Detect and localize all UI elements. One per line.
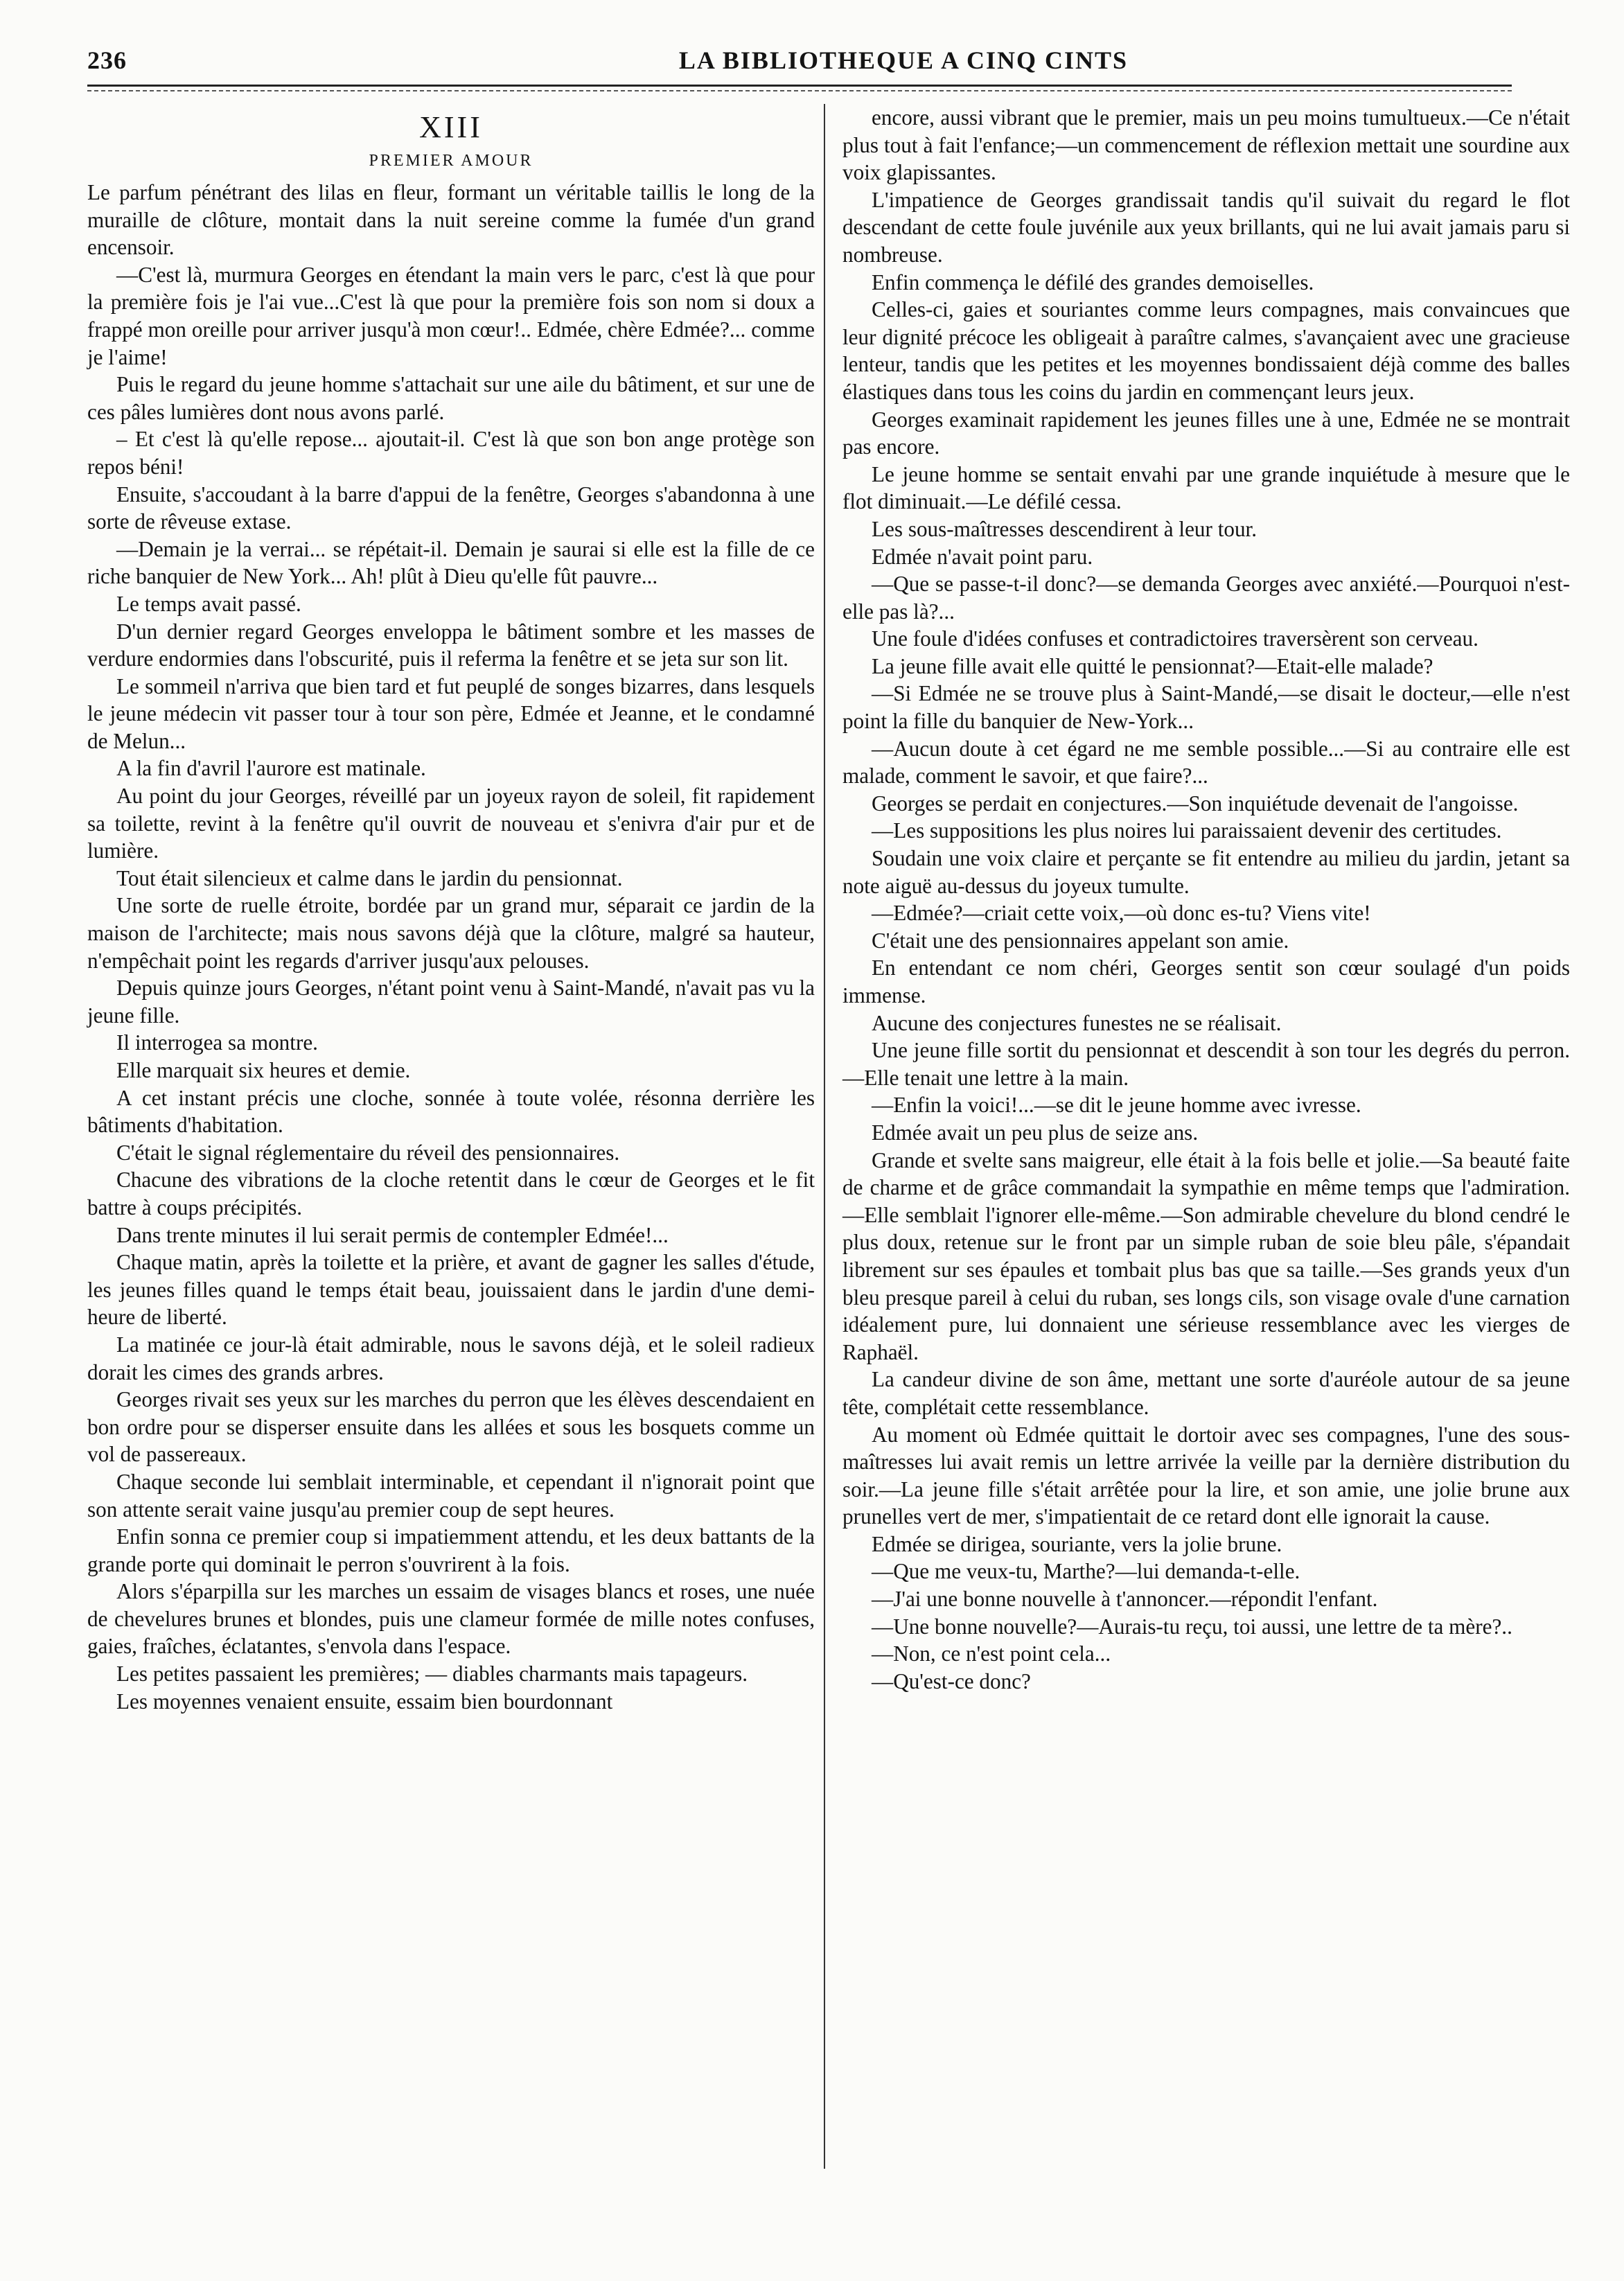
paragraph: —Enfin la voici!...—se dit le jeune homme avec ivresse. xyxy=(872,1093,1361,1118)
column-divider xyxy=(824,104,825,2169)
paragraph: encore, aussi vibrant que le premier, mais un peu moins tumultueux.—Ce n'était plus tout à fait l'enfance;—un commencement de réflexion mettait une sourdine aux voix glapissantes. xyxy=(842,105,1570,185)
paragraph: Georges rivait ses yeux sur les marches du perron que les élèves descendaient en bon ordre pour se disperser ensuite dans les allées et sous les bosquets comme un vol de passereaux. xyxy=(87,1387,815,1467)
paragraph: —Edmée?—criait cette voix,—où donc es-tu? Viens vite! xyxy=(872,901,1371,926)
paragraph: Celles-ci, gaies et souriantes comme leurs compagnes, mais convaincues que leur dignité précoce les obligeait à paraître calmes, s'avançaient avec une gracieuse lenteur, tandis que les petites et les moyennes bondissaient déjà comme des balles élastiques dans tous les coins du jardin en commençant leurs jeux. xyxy=(842,297,1570,404)
page-header xyxy=(87,40,1512,82)
paragraph: —Si Edmée ne se trouve plus à Saint-Mandé,—se disait le docteur,—elle n'est point la fille du banquier de New-York... xyxy=(842,681,1570,734)
chapter-title: PREMIER AMOUR xyxy=(369,152,533,170)
header-rule-dashed xyxy=(87,90,1512,91)
paragraph: Edmée n'avait point paru. xyxy=(872,544,1093,569)
paragraph: A la fin d'avril l'aurore est matinale. xyxy=(116,756,426,781)
paragraph: Edmée se dirigea, souriante, vers la jolie brune. xyxy=(872,1531,1282,1556)
paragraph: A cet instant précis une cloche, sonnée à toute volée, résonna derrière les bâtiments d'habitation. xyxy=(87,1085,815,1138)
paragraph: —Les suppositions les plus noires lui paraissaient devenir des certitudes. xyxy=(872,818,1502,843)
paragraph: —Aucun doute à cet égard ne me semble possible...—Si au contraire elle est malade, comment le savoir, et que faire?... xyxy=(842,736,1570,789)
paragraph: Les petites passaient les premières; — diables charmants mais tapageurs. xyxy=(116,1662,748,1686)
paragraph: Tout était silencieux et calme dans le jardin du pensionnat. xyxy=(116,865,623,890)
paragraph: Chacune des vibrations de la cloche retentit dans le cœur de Georges et le fit battre à coups précipités. xyxy=(87,1168,815,1219)
paragraph: La candeur divine de son âme, mettant une sorte d'auréole autour de sa jeune tête, complétait cette ressemblance. xyxy=(842,1367,1570,1419)
paragraph: —C'est là, murmura Georges en étendant la main vers le parc, c'est là que pour la première fois je l'ai vue...C'est là que pour la première fois son nom si doux a frappé mon oreille pour arriver jusqu'à mon cœur!.. Edmée, chère Edmée?... comme je l'aime! xyxy=(87,262,815,369)
paragraph: Au point du jour Georges, réveillé par un joyeux rayon de soleil, fit rapidement sa toilette, revint à la fenêtre qu'il ouvrit de nouveau et s'enivra d'air pur et de lumière. xyxy=(87,784,815,863)
left-column-body xyxy=(87,179,815,1715)
chapter-number: XIII xyxy=(419,110,483,144)
paragraph: —Que se passe-t-il donc?—se demanda Georges avec anxiété.—Pourquoi n'est-elle pas là?... xyxy=(842,572,1570,624)
paragraph: Depuis quinze jours Georges, n'étant point venu à Saint-Mandé, n'avait pas vu la jeune fille. xyxy=(87,976,815,1028)
paragraph: —Une bonne nouvelle?—Aurais-tu reçu, toi aussi, une lettre de ta mère?.. xyxy=(872,1614,1512,1639)
paragraph: Chaque seconde lui semblait interminable, et cependant il n'ignorait point que son attente serait vaine jusqu'au premier coup de sept heures. xyxy=(87,1469,815,1522)
paragraph: Chaque matin, après la toilette et la prière, et avant de gagner les salles d'étude, les jeunes filles quand le temps était beau, jouissaient dans le jardin d'une demi-heure de liberté. xyxy=(87,1250,815,1330)
paragraph: C'était le signal réglementaire du réveil des pensionnaires. xyxy=(116,1140,620,1165)
paragraph: Les sous-maîtresses descendirent à leur tour. xyxy=(872,516,1257,541)
paragraph: – Et c'est là qu'elle repose... ajoutait-il. C'est là que son bon ange protège son repos béni! xyxy=(87,427,815,479)
paragraph: Les moyennes venaient ensuite, essaim bien bourdonnant xyxy=(116,1689,613,1714)
page-number: 236 xyxy=(87,46,127,74)
paragraph: Le sommeil n'arriva que bien tard et fut peuplé de songes bizarres, dans lesquels le jeune médecin vit passer tour à tour son père, Edmée et Jeanne, et le condamné de Melun... xyxy=(87,673,815,753)
running-title: LA BIBLIOTHEQUE A CINQ CINTS xyxy=(678,46,1129,74)
paragraph: Dans trente minutes il lui serait permis de contempler Edmée!... xyxy=(116,1222,669,1247)
paragraph: Le jeune homme se sentait envahi par une grande inquiétude à mesure que le flot diminuait.—Le défilé cessa. xyxy=(842,461,1570,514)
paragraph: Enfin sonna ce premier coup si impatiemment attendu, et les deux battants de la grande porte qui dominait le perron s'ouvrirent à la fois. xyxy=(87,1524,815,1576)
paragraph: Une sorte de ruelle étroite, bordée par un grand mur, séparait ce jardin de la maison de l'architecte; mais nous savons déjà que la clôture, malgré sa hauteur, n'empêchait point les regards d'arriver jusqu'aux pelouses. xyxy=(87,893,815,973)
paragraph: Georges se perdait en conjectures.—Son inquiétude devenait de l'angoisse. xyxy=(872,791,1519,816)
paragraph: D'un dernier regard Georges enveloppa le bâtiment sombre et les masses de verdure endormies dans l'obscurité, puis il referma la fenêtre et se jeta sur son lit. xyxy=(87,619,815,671)
paragraph: Au moment où Edmée quittait le dortoir avec ses compagnes, l'une des sous-maîtresses lui avait remis un lettre arrivée la veille par la dernière distribution du soir.—La jeune fille s'était arrêtée pour la lire, et son amie, une jolie brune aux prunelles vert de mer, s'impatientait de ce retard dont elle ignorait la cause. xyxy=(842,1422,1570,1529)
paragraph: L'impatience de Georges grandissait tandis qu'il suivait du regard le flot descendant de cette foule juvénile aux yeux brillants, qui ne lui avait jamais paru si nombreuse. xyxy=(842,187,1570,267)
paragraph: Une jeune fille sortit du pensionnat et descendit à son tour les degrés du perron.—Elle tenait une lettre à la main. xyxy=(842,1038,1570,1090)
paragraph: Soudain une voix claire et perçante se fit entendre au milieu du jardin, jetant sa note aiguë au-dessus du joyeux tumulte. xyxy=(842,846,1570,898)
paragraph: Edmée avait un peu plus de seize ans. xyxy=(872,1120,1199,1145)
paragraph: Puis le regard du jeune homme s'attachait sur une aile du bâtiment, et sur une de ces pâles lumières dont nous avons parlé. xyxy=(87,372,815,424)
paragraph: C'était une des pensionnaires appelant son amie. xyxy=(872,928,1289,953)
right-column xyxy=(842,104,1570,1695)
paragraph: —Qu'est-ce donc? xyxy=(872,1668,1031,1693)
paragraph: Elle marquait six heures et demie. xyxy=(116,1058,411,1082)
paragraph: Georges examinait rapidement les jeunes filles une à une, Edmée ne se montrait pas encore. xyxy=(842,407,1570,459)
paragraph: —Demain je la verrai... se répétait-il. Demain je saurai si elle est la fille de ce riche banquier de New York... Ah! plût à Dieu qu'elle fût pauvre... xyxy=(87,536,815,589)
paragraph: —J'ai une bonne nouvelle à t'annoncer.—répondit l'enfant. xyxy=(872,1587,1378,1612)
paragraph: Il interrogea sa montre. xyxy=(116,1030,318,1055)
paragraph: Grande et svelte sans maigreur, elle était à la fois belle et jolie.—Sa beauté faite de charme et de grâce commandait la sympathie en même temps que l'admiration.—Elle semblait l'ignorer elle-même.—Son admirable chevelure du blond cendré le plus doux, retenue sur le front par un simple ruban de soie bleu pâle, s'épandait librement sur ses épaules et tombait plus bas que sa taille.—Ses grands yeux d'un bleu presque pareil à celui du ruban, ses longs cils, son visage ovale d'une carnation idéalement pure, lui donnaient une sérieuse ressemblance avec les vierges de Raphaël. xyxy=(842,1147,1570,1364)
paragraph: Une foule d'idées confuses et contradictoires traversèrent son cerveau. xyxy=(872,626,1479,651)
paragraph: Enfin commença le défilé des grandes demoiselles. xyxy=(872,270,1314,294)
paragraph: —Que me veux-tu, Marthe?—lui demanda-t-elle. xyxy=(872,1559,1300,1584)
header-rule xyxy=(87,85,1512,87)
paragraph: —Non, ce n'est point cela... xyxy=(872,1641,1111,1666)
left-column xyxy=(87,104,815,1715)
paragraph: La jeune fille avait elle quitté le pensionnat?—Etait-elle malade? xyxy=(872,653,1433,678)
paragraph: Ensuite, s'accoudant à la barre d'appui de la fenêtre, Georges s'abandonna à une sorte de rêveuse extase. xyxy=(87,482,815,534)
paragraph: Le parfum pénétrant des lilas en fleur, formant un véritable taillis le long de la muraille de clôture, montait dans la nuit sereine comme la fumée d'un grand encensoir. xyxy=(87,180,815,260)
paragraph: Alors s'éparpilla sur les marches un essaim de visages blancs et roses, une nuée de chevelures brunes et blondes, puis une clameur formée de mille notes confuses, gaies, fraîches, éclatantes, s'envola dans l'espace. xyxy=(87,1579,815,1659)
paragraph: Aucune des conjectures funestes ne se réalisait. xyxy=(872,1010,1282,1035)
paragraph: Le temps avait passé. xyxy=(116,591,301,616)
paragraph: La matinée ce jour-là était admirable, nous le savons déjà, et le soleil radieux dorait les cimes des grands arbres. xyxy=(87,1332,815,1384)
right-column-body xyxy=(842,104,1570,1695)
paragraph: En entendant ce nom chéri, Georges sentit son cœur soulagé d'un poids immense. xyxy=(842,955,1570,1007)
